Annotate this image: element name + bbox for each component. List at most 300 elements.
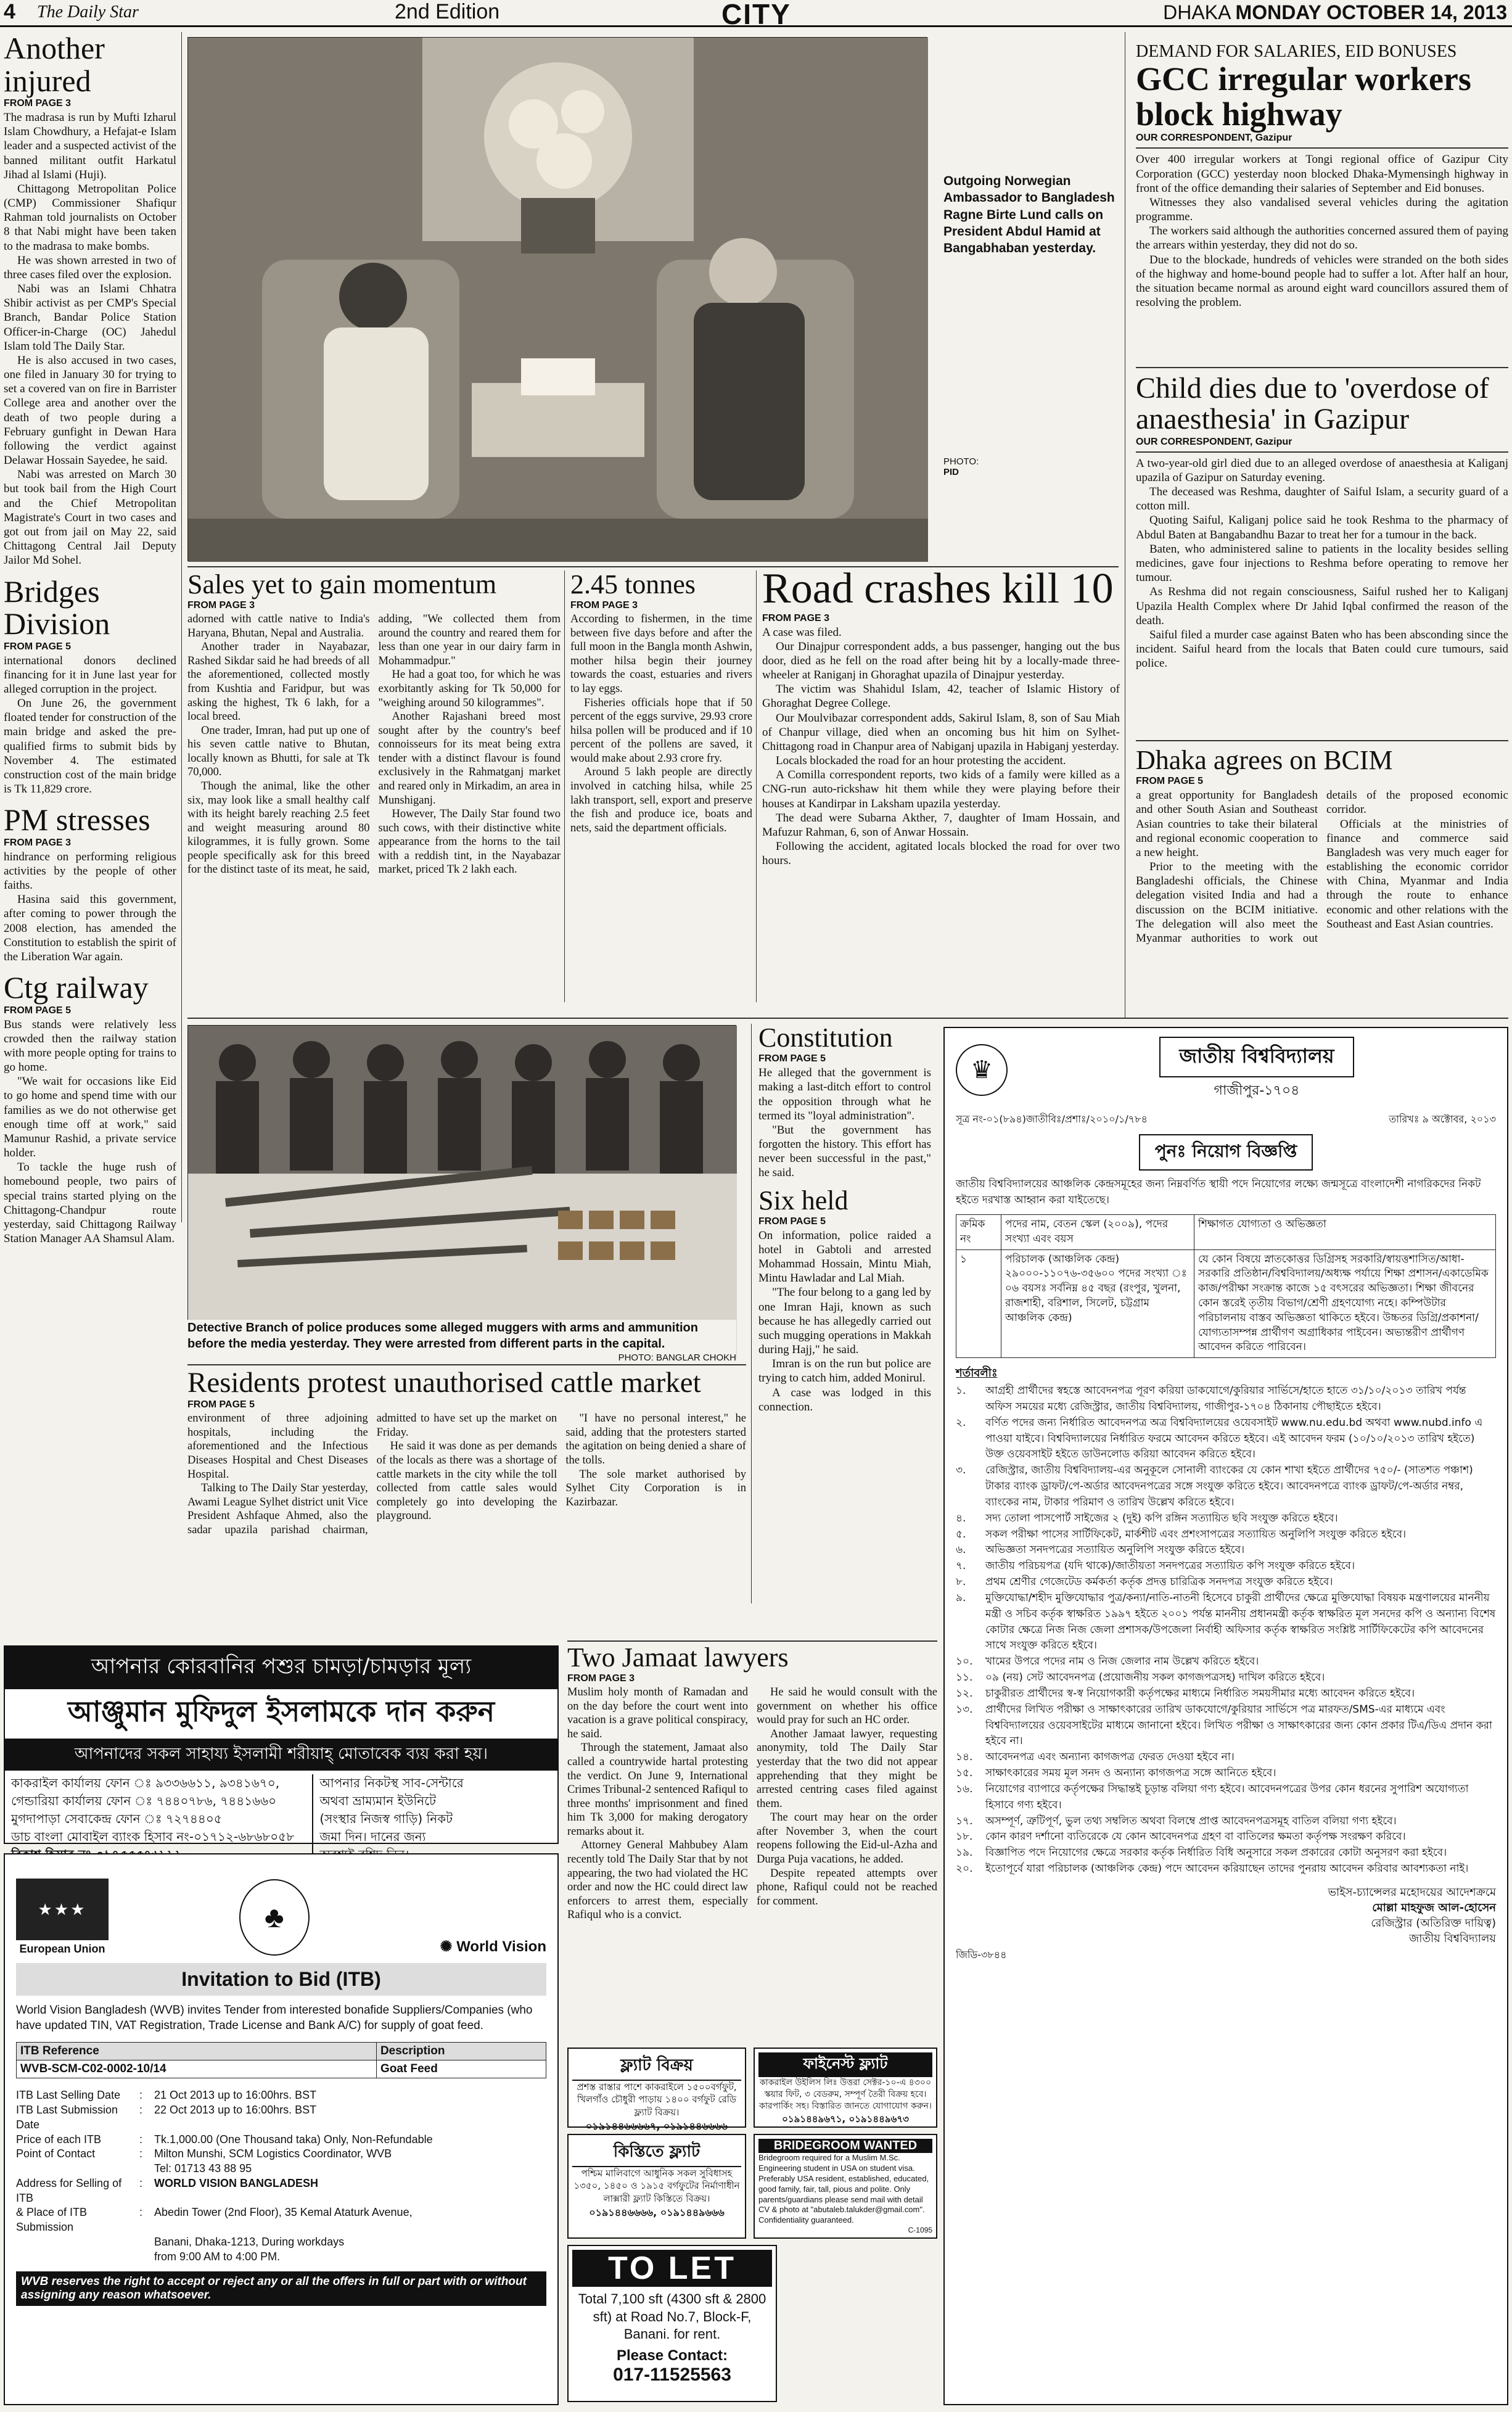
itb-detail-row: [16, 2103, 546, 2133]
paragraph: Quoting Saiful, Kaliganj police said he took Reshma to the pharmacy of Abdul Baten at Bangabandhu Bazar to treat her for a tumour in the back.: [1136, 514, 1508, 541]
paragraph: Locals blockaded the road for an hour protesting the accident.: [776, 754, 1066, 768]
byline-rule: [1136, 147, 1508, 149]
paragraph: Another trader in Nayabazar, Rashed Sikdar said he had breeds of all the aforementioned, collected mostly from Kushtia and Faridpur, but was asking the highest, Tk 6 lakh, for a local breed.: [187, 641, 370, 723]
page-number: 4: [4, 0, 15, 23]
table-header-row: [956, 1215, 1496, 1250]
article-body: [4, 850, 176, 964]
ad-code: C-1095: [908, 2226, 932, 2235]
paragraph: hindrance on performing religious activities by the people of other faiths.: [4, 850, 176, 892]
detail-separator: :: [139, 2104, 143, 2117]
headline: Two Jamaat lawyers: [567, 1642, 789, 1673]
kicker: FROM PAGE 3: [762, 612, 830, 624]
headline: Sales yet to gain momentum: [187, 569, 497, 599]
kicker: FROM PAGE 5: [758, 1216, 826, 1227]
column-rule: [564, 570, 565, 1002]
article-six-held: [758, 1187, 931, 1414]
paragraph: "But the government has forgotten the history. This effort has never been successful in the past," he said.: [758, 1123, 931, 1180]
condition-text: সকল পরীক্ষা পাসের সার্টিফিকেট, মার্কশীট এবং প্রশংসাপত্রের সত্যায়িত অনুলিপি সংযুক্ত করিতে হইবে।: [985, 1528, 1407, 1541]
condition-text: নিয়োগের ব্যাপারে কর্তৃপক্ষের সিদ্ধান্তই চূড়ান্ত বলিয়া গণ্য হইবে। আবেদনপত্রের উপর কোন ধরনের সুপারিশ অযোগ্যতা হিসাবে গণ্য হইবে।: [985, 1782, 1469, 1811]
condition-number: ১.: [956, 1385, 966, 1397]
detail-key: ITB Last Selling Date: [16, 2089, 121, 2102]
nu-title-block: [1017, 1037, 1496, 1103]
article-body: [567, 1686, 937, 1922]
paragraph: Another Rajashani breed most sought after by the country's beef connoisseurs for its meat being extra tender with a distinct flavour is found exclusively in the Rahmatganj market and reared only in Mirkadim, an area in Munshiganj.: [378, 710, 561, 807]
condition-item: [956, 1686, 1496, 1702]
flat-kisti-ad: [567, 2134, 746, 2239]
article-child-dies: [1136, 373, 1508, 737]
condition-text: আগ্রহী প্রার্থীদের স্বহস্তে আবেদনপত্র পূরণ করিয়া ডাকযোগে/কুরিয়ার সার্ভিসে/হাতে হাতে ৩১/১০/২০১৩ তারিখ পর্যন্ত অফিস সময়ের মধ্যে রেজিস্ট্রার, জাতীয় বিশ্ববিদ্যালয়, গাজীপুর-১৭০৪ ঠিকানায় পৌছাইতে হইবে।: [985, 1385, 1466, 1413]
byline-rule: [1136, 451, 1508, 453]
detail-separator: [139, 2250, 154, 2265]
paragraph: Fisheries officials hope that if 50 percent of the eggs survive, 29.93 crore hilsa pollen will be produced and if 10 percent of the pollens are saved, it would make about 2.93 crore fry.: [570, 696, 752, 765]
paragraph: Nabi was an Islami Chhatra Shibir activist as per CMP's Special Branch, Bandar Police Station Officer-in-Charge (OC) Jahedul Islam told The Daily Star.: [4, 282, 176, 353]
detail-key: Price of each ITB: [16, 2133, 102, 2146]
detail-value: 21 Oct 2013 up to 16:00hrs. BST: [154, 2089, 317, 2102]
headline: Road crashes kill 10: [762, 565, 1114, 612]
headline: 2.45 tonnes: [570, 569, 696, 599]
ad-phone: ০১৯১৪৪৬৬৬৬৭, ০১৯১৪৪৬৬৬৬: [586, 2120, 728, 2132]
paragraph: Chittagong Metropolitan Police (CMP) Commissioner Shafiqur Rahman told journalists on October 8 that Nabi might have been taken to the madrasa to make bombs.: [4, 182, 176, 253]
article-bcim: [1136, 746, 1508, 1018]
condition-text: প্রার্থীদের লিখিত পরীক্ষা ও সাক্ষাৎকারের তারিখ ডাকযোগে/কুরিয়ার সার্ভিসে পত্র মারফত/SMS-এর মাধ্যমে এবং বিশ্ববিদ্যালয়ের ওয়েবসাইটের মাধ্যমে জানানো হইবে। লিখিত পরীক্ষা ও সাক্ষাৎকারের জন্য কোন প্রকার টিএ/ডিএ প্রদান করা হইবে না।: [985, 1703, 1492, 1748]
paragraph: He said it was done as per demands of the locals as there was a shortage of cattle markets in the city while the toll collected from cattle sales would completely go into developing the playground.: [376, 1440, 557, 1523]
itb-detail-row: [16, 2205, 546, 2235]
condition-item: [956, 1415, 1496, 1463]
itb-detail-row: [16, 2162, 546, 2176]
photo-credit: [943, 456, 1067, 487]
ad-phone: ০১৯১৪৪৯৬৭১, ০১৯১৪৪৯৬৭৩: [782, 2113, 909, 2125]
itb-intro: World Vision Bangladesh (WVB) invites Tender from interested bonafide Suppliers/Companies (who have updated TIN, VAT Registration, Trade License and Bank A/C) for supply of goat feed.: [16, 2004, 533, 2032]
paragraph: Despite repeated attempts over phone, Rafiqul could not be reached for comment.: [757, 1867, 937, 1908]
nu-code: জিডি-৩৮৪৪: [956, 1948, 1007, 1961]
kicker: FROM PAGE 5: [1136, 776, 1204, 787]
topic-kicker: DEMAND FOR SALARIES, EID BONUSES: [1136, 42, 1457, 61]
photo-credit: PHOTO: BANGLAR CHOKH: [618, 1352, 736, 1363]
masthead: [0, 0, 1512, 30]
condition-number: ১৫.: [956, 1767, 973, 1780]
kicker: FROM PAGE 5: [4, 1005, 72, 1016]
kicker: FROM PAGE 3: [187, 600, 255, 611]
condition-item: [956, 1542, 1496, 1558]
paragraph: Through the statement, Jamaat also called a countrywide hartal protesting the verdict. On June 9, International Crimes Tribunal-2 sentenced Rafiqul to three months' imprisonment and fined him Tk 3,000 for making derogatory remarks about it.: [567, 1742, 748, 1838]
condition-text: রেজিস্ট্রার, জাতীয় বিশ্ববিদ্যালয়-এর অনুকূলে সোনালী ব্যাংকের যে কোন শাখা হইতে প্রার্থীদের ৭৫০/- (সাতশত পঞ্চাশ) টাকার ব্যাংক ড্রাফট/পে-অর্ডার আবেদনপত্রের সঙ্গে সংযুক্ত করিতে হইবে। আবেদনপত্রে ব্যাংক ড্রাফট/পে-অর্ডার নম্বর, ব্যাংকের নাম, টাকার পরিমাণ ও তারিখ উল্লেখ করিতে হইবে।: [985, 1464, 1473, 1509]
headline: Another injured: [4, 31, 105, 98]
world-vision-logo: [440, 1938, 546, 1956]
kicker: FROM PAGE 3: [567, 1673, 635, 1684]
headline: GCC irregular workers block highway: [1136, 60, 1471, 133]
detail-separator: :: [139, 2206, 143, 2219]
table-cell: যে কোন বিষয়ে স্নাতকোত্তর ডিগ্রিসহ সরকারি/স্বায়ত্তশাসিত/আধা-সরকারি প্রতিষ্ঠান/বিশ্ববিদ্যালয়/অধ্যক্ষ পর্যায়ে শিক্ষা প্রশাসন/একাডেমিক কাজ/পরীক্ষা সংক্রান্ত কাজে ১৫ বৎসরের অভিজ্ঞতা। শিক্ষা জীবনের কোন স্তরেই তৃতীয় বিভাগ/শ্রেণী গ্রহণযোগ্য নহে। কম্পিউটার পরিচালনায় বাস্তব অভিজ্ঞতা থাকিতে হইবে। উচ্চতর ডিগ্রি/প্রকাশনা/যোগ্যতাসম্পন্ন প্রার্থীগণ অগ্রাধিকার পাইবেন। অভ্যন্তরীণ প্রার্থীগণ আবেদন করিতে পারিবেন।: [1194, 1249, 1496, 1358]
contact-line: জমা দিন। দানের জন্য: [319, 1829, 426, 1844]
column-rule: [181, 32, 182, 1222]
condition-number: ১০.: [956, 1655, 973, 1668]
condition-number: ১৪.: [956, 1751, 973, 1764]
constitution-column: [758, 1024, 931, 1603]
caption-text: Detective Branch of police produces some alleged muggers with arms and ammunition before the media yesterday. They were arrested from different parts in the capital.: [187, 1321, 698, 1351]
section-rule: [567, 1640, 937, 1642]
kicker: FROM PAGE 5: [758, 1053, 826, 1064]
detail-value: Tk.1,000.00 (One Thousand taka) Only, Non-Refundable: [154, 2133, 433, 2146]
condition-text: জাতীয় পরিচয়পত্র (যদি থাকে)/জাতীয়তা সনদপত্রের সত্যায়িত কপি সংযুক্ত করিতে হইবে।: [985, 1560, 1355, 1573]
table-header-cell: ITB Reference: [17, 2043, 377, 2060]
paragraph: A case was lodged in this connection.: [758, 1386, 931, 1414]
date-prefix: DHAKA: [1163, 1, 1230, 23]
article-tonnes: [570, 570, 752, 1008]
condition-item: [956, 1861, 1496, 1877]
itb-detail-row: [16, 2235, 546, 2250]
condition-text: অভিজ্ঞতা সনদপত্রের সত্যায়িত অনুলিপি সংযুক্ত করিতে হইবে।: [985, 1544, 1245, 1557]
detail-value: WORLD VISION BANGLADESH: [154, 2176, 319, 2189]
detail-value: Abedin Tower (2nd Floor), 35 Kemal Ataturk Avenue,: [154, 2206, 413, 2219]
column-rule: [756, 570, 757, 1002]
paragraph: Though the animal, like the other six, may look like a small healthy calf with its height barely reaching 2.5 feet and weight measuring around 80 kilogrammes, it is fully grown. Some people specifically ask for this breed for the distinct taste of its meat, he said, adding, "We collected them from around the country and reared them for less than one year in our dairy farm in Mohammadpur.": [187, 613, 561, 876]
article-jamaat: [567, 1644, 937, 2088]
condition-text: কোন কারণ দর্শানো ব্যতিরেকে যে কোন আবেদনপত্র গ্রহণ বা বাতিলের ক্ষমতা কর্তৃপক্ষ সংরক্ষণ করিবে।: [985, 1830, 1406, 1843]
itb-detail-row: [16, 2250, 546, 2265]
paragraph: Attorney General Mahbubey Alam recently told The Daily Star that by not appearing, the two had violated the HC order and now the HC could direct law enforcers to arrest them, especially Rafiqul who is a convict.: [567, 1839, 748, 1922]
paragraph: To tackle the huge rush of homebound people, two pairs of special trains started plying on the Chittagong-Chandpur route yesterday, said Chittagong Railway Station Manager AA Shamsul Alam.: [4, 1161, 176, 1246]
condition-text: বর্ণিত পদের জন্য নির্ধারিত আবেদনপত্র অত্র বিশ্ববিদ্যালয়ের ওয়েবসাইট www.nu.edu.bd অথবা www.nubd.info এ পাওয়া যাইবে। বিশ্ববিদ্যালয়ের নির্ধারিত ফরমে আবেদন করিতে হইবে। এই আবেদন ফরম (১০/১০/২০১৩ তারিখ হইতে) উক্ত ওয়েবসাইট হইতে ডাউনলোড করিয়া আবেদন করিতে হইবে।: [985, 1416, 1483, 1461]
bridegroom-ad: [754, 2134, 937, 2239]
table-header-cell: শিক্ষাগত যোগ্যতা ও অভিজ্ঞতা: [1194, 1215, 1496, 1250]
headline: Child dies due to 'overdose of anaesthesia' in Gazipur: [1136, 372, 1489, 436]
itb-detail-row: [16, 2133, 546, 2147]
ad-line2: আঞ্জুমান মুফিদুল ইসলামকে দান করুন: [67, 1695, 495, 1728]
article-constitution: [758, 1024, 931, 1180]
signoff-line: জাতীয় বিশ্ববিদ্যালয়: [1409, 1932, 1496, 1946]
detail-value: Banani, Dhaka-1213, During workdays: [154, 2235, 345, 2248]
ad-title: ফ্ল্যাট বিক্রয়: [572, 2052, 741, 2081]
ad-phone: ০১৯১৪৪৬৬৬৬, ০১৯১৪৪৯৬৬৬: [589, 2206, 725, 2218]
detail-value: from 9:00 AM to 4:00 PM.: [154, 2250, 281, 2263]
detail-separator: :: [139, 2147, 143, 2160]
paragraph: As Reshma did not regain consciousness, Saiful rushed her to Kaliganj Upazila Health Complex where Dr Jahid Iqbal confirmed the reason of the death.: [1136, 585, 1508, 627]
condition-text: ইতোপূর্বে যারা পরিচালক (আঞ্চলিক কেন্দ্র) পদে আবেদন করিয়াছেন তাদের পুনরায় আবেদন করিবার আবশ্যকতা নাই।: [985, 1863, 1469, 1875]
detail-key: & Place of ITB Submission: [16, 2206, 88, 2234]
to-let-ad: [567, 2245, 777, 2402]
condition-text: খামের উপরে পদের নাম ও নিজ জেলার নাম উল্লেখ করিতে হইবে।: [985, 1655, 1259, 1668]
date-line: [1163, 1, 1507, 24]
condition-text: সদ্য তোলা পাসপোর্ট সাইজের ২ (দুই) কপি রঙ্গিন সত্যায়িত ছবি সংযুক্ত করিতে হইবে।: [985, 1512, 1338, 1525]
left-column: [4, 31, 176, 1246]
paragraph: A two-year-old girl died due to an alleged overdose of anaesthesia at Kaliganj upazila of Gazipur on Saturday evening.: [1136, 456, 1508, 484]
paragraph: a great opportunity for Bangladesh and other South Asian and Southeast Asian countries to take their bilateral and regional economic cooperation to a new height.: [1136, 789, 1318, 859]
condition-number: ১৯.: [956, 1846, 973, 1859]
section-rule: [1136, 367, 1508, 368]
condition-number: ১৮.: [956, 1830, 973, 1843]
table-cell: পরিচালক (আঞ্চলিক কেন্দ্র) ২৯০০০-১১০৭৬-৩৫৬০০ পদের সংখ্যা ঃ ০৬ বয়সঃ সর্বনিম্ন ৪৫ বছর (রংপুর, খুলনা, রাজশাহী, বরিশাল, সিলেট, চট্টগ্রাম আঞ্চলিক কেন্দ্র): [1001, 1249, 1194, 1358]
section-rule: [1136, 740, 1508, 741]
detail-separator: :: [139, 2176, 143, 2189]
paragraph: He was shown arrested in two of three cases filed over the explosion.: [4, 253, 176, 281]
ad-title: ফাইনেস্ট ফ্ল্যাট: [758, 2052, 932, 2077]
paragraph: A case was filed.: [762, 625, 842, 639]
ad-phone: 017-11525563: [613, 2364, 731, 2385]
paragraph: However, The Daily Star found two such cows, with their distinctive white appearance from the horns to the tail with a reddish tint, in the Nayabazar market, priced Tk 2 lakh each.: [378, 808, 561, 876]
credit-label: PHOTO:: [943, 456, 979, 467]
itb-details: [16, 2088, 546, 2264]
table-row: [956, 1249, 1496, 1358]
logo: The Daily Star: [37, 2, 139, 22]
paragraph: Baten, who administered saline to patients in the locality besides selling medicines, gave four injections to Reshma before operating to remove her tumour.: [1136, 542, 1508, 585]
paragraph: Nabi was arrested on March 30 but took bail from the High Court and the Chief Metropolitan Magistrate's Court in two cases and got out from jail on May 22, said Chittagong Central Jail Deputy Jailor Md Sohel.: [4, 468, 176, 567]
paragraph: A Comilla correspondent reports, two kids of a family were killed as a CNG-run auto-rickshaw hit them while they were playing before their houses at Kandirpar in Laksham upazila yesterday.: [762, 768, 1120, 810]
condition-item: [956, 1574, 1496, 1591]
paragraph: The deceased was Reshma, daughter of Saiful Islam, a security guard of a cotton mill.: [1136, 485, 1508, 513]
ad-contact-label: Please Contact:: [616, 2347, 728, 2364]
article-body: [762, 625, 1120, 868]
condition-number: ২০.: [956, 1863, 973, 1875]
condition-item: [956, 1750, 1496, 1766]
contact-line: আপনার নিকটস্থ সাব-সেন্টারে: [319, 1776, 464, 1790]
paragraph: He said he would consult with the government on whether his office would pray for such an HC order.: [757, 1686, 937, 1727]
paragraph: Hasina said this government, after coming to power through the 2008 election, has amended the Constitution to establish the spirit of the Liberation War again.: [4, 893, 176, 963]
table-cell: WVB-SCM-C02-0002-10/14: [17, 2060, 377, 2078]
ad-line3: আপনাদের সকল সাহায্য ইসলামী শরীয়াহ্ মোতাবেক ব্যয় করা হয়।: [5, 1739, 557, 1771]
condition-number: ১৩.: [956, 1703, 973, 1716]
detail-value: Milton Munshi, SCM Logistics Coordinator, WVB: [154, 2147, 392, 2160]
eu-stars-icon: ★★★: [16, 1879, 109, 1940]
condition-number: ২.: [956, 1416, 966, 1429]
paragraph: Imran is on the run but police are trying to catch him, added Monirul.: [758, 1357, 931, 1385]
article-body: [1136, 456, 1508, 671]
ad-line1: আপনার কোরবানির পশুর চামড়া/চামড়ার মূল্য: [5, 1647, 557, 1689]
conditions-label: শর্তাবলীঃ: [956, 1367, 998, 1380]
itb-table: [16, 2042, 546, 2078]
paragraph: adorned with cattle native to India's Haryana, Bhutan, Nepal and Australia.: [187, 613, 370, 640]
paragraph: The victim was Shahidul Islam, 42, teacher of Islamic History of Ghoraghat Degree College.: [762, 683, 1120, 710]
notice-title: পুনঃ নিয়োগ বিজ্ঞপ্তি: [1139, 1134, 1313, 1171]
byline: OUR CORRESPONDENT, Gazipur: [1136, 133, 1292, 144]
paragraph: Saiful filed a murder case against Baten who has been absconding since the incident. Saiful heard from the locals that Baten could cure tumours, said police.: [1136, 628, 1508, 670]
table-header-row: [17, 2043, 546, 2060]
paragraph: The workers said although the authorities concerned assured them of paying the arrears within yesterday, they did not do so.: [1136, 224, 1508, 252]
paragraph: The sole market authorised by Sylhet City Corporation is in Kazirbazar.: [565, 1468, 746, 1509]
itb-title: Invitation to Bid (ITB): [16, 1963, 546, 1996]
byline: OUR CORRESPONDENT, Gazipur: [1136, 436, 1292, 447]
paragraph: Bus stands were relatively less crowded then the railway station with more people opting for trains to go home.: [4, 1018, 176, 1074]
detail-key: [16, 2162, 139, 2176]
paragraph: On information, police raided a hotel in Gabtoli and arrested Mohammad Hossain, Mintu Miah, Mintu Hawladar and Lal Miah.: [758, 1229, 931, 1285]
contact-line: গেন্ডারিয়া কার্যালয় ফোন ঃ ৭৪৪০৭৮৬, ৭৪৪১৬৬০: [11, 1793, 277, 1808]
article-bridges-division: [4, 575, 176, 797]
notice-title-wrap: [956, 1134, 1496, 1171]
itb-footer: WVB reserves the right to accept or reject any or all the offers in full or part with or without assigning any reason whatsoever.: [16, 2271, 546, 2306]
ambassador-photo: [187, 37, 927, 561]
ad-body: Bridegroom required for a Muslim M.Sc. Engineering student in USA on student visa. Preferably USA resident, established, educated, good family, fair, tall, pious and polite. Only parents/guardians please send mail with detail CV & photo at "abutaleb.talukder@gmail.com". Confidentiality guaranteed.: [758, 2153, 929, 2225]
condition-text: মুক্তিযোদ্ধা/শহীদ মুক্তিযোদ্ধার পুত্র/কন্যা/নাতি-নাতনী হিসেবে চাকুরী প্রার্থীদের ক্ষেত্রে মুক্তিযোদ্ধা বিষয়ক মন্ত্রণালয়ের মাননীয় মন্ত্রী ও সচিব কর্তৃক স্বাক্ষরিত ১৯৯৭ হইতে ২০০১ পর্যন্ত মাননীয় প্রধানমন্ত্রী কর্তৃক স্বাক্ষরিত মূল সনদের কপি ও অন্যান্য বিশেষ কোটার ক্ষেত্রে নিজ নিজ জেলা প্রশাসক/উপজেলা নির্বাহী অফিসার কর্তৃক স্বাক্ষরিত সংশ্লিষ্ট সার্টিফিকেটের কপি আবেদনের সাথে সংযুক্ত করিতে হইবে।: [985, 1591, 1496, 1652]
article-body: [187, 612, 561, 877]
credit-source: PID: [943, 467, 959, 477]
paragraph: Our Moulvibazar correspondent adds, Sakirul Islam, 8, son of Sau Miah of Chanpur village, died when an oncoming bus hit him on Sylhet-Chittagong road in Chanpur area of Nabiganj upazila in Habiganj yesterday.: [762, 711, 1120, 753]
headline: Bridges Division: [4, 574, 110, 641]
paragraph: Witnesses they also vandalised several vehicles during the agitation programme.: [1136, 196, 1508, 224]
photo-illustration: [188, 1026, 737, 1359]
nu-memo-row: [956, 1111, 1496, 1128]
table-header-cell: ক্রমিক নং: [956, 1215, 1001, 1250]
ad-title: কিস্তিতে ফ্ল্যাট: [572, 2139, 741, 2167]
condition-number: ১৭.: [956, 1814, 973, 1827]
condition-number: ৬.: [956, 1544, 966, 1557]
paragraph: Talking to The Daily Star yesterday, Awami League Sylhet district unit Vice President Ashfaque Ahmed, also the sadar upazila parishad chairman, admitted to have set up the market on Friday.: [187, 1412, 557, 1536]
kicker: FROM PAGE 3: [570, 600, 638, 611]
paragraph: He had a goat too, for which he was exorbitantly asking for Tk 50,000 for "weighing around 50 kilogrammes".: [378, 669, 561, 709]
condition-item: [956, 1702, 1496, 1750]
anjuman-ad: [4, 1645, 559, 1844]
condition-item: [956, 1845, 1496, 1861]
conditions-list: [956, 1383, 1496, 1877]
condition-text: অসম্পূর্ণ, ত্রুটিপূর্ণ, ভুল তথ্য সম্বলিত অথবা বিলম্বে প্রাপ্ত আবেদনপত্রসমূহ বাতিল বলিয়া গণ্য হইবে।: [985, 1814, 1397, 1827]
condition-item: [956, 1782, 1496, 1814]
headline: PM stresses: [4, 802, 150, 838]
ad-body: কাকরাইল উইলিস লিঃ উত্তরা সেক্টর-১০-এ ৪৩০০ স্কয়ার ফিট, ৩ বেডরুম, সম্পূর্ণ তৈরী বিক্রয় হবে। কারপার্কিং সহ। বিস্তারিত জানতে যোগাযোগ করুন।: [759, 2078, 932, 2111]
contact-line: ডাচ বাংলা মোবাইল ব্যাংক হিসাব নং-০১৭১২-৬৮৬৮০৫৮: [11, 1829, 295, 1844]
article-another-injured: [4, 32, 176, 568]
tree-logo-icon: ♣: [239, 1879, 310, 1956]
paragraph: He is also accused in two cases, one filed in January 30 for trying to set a covered van on fire in Barrister College area and another over the death of two people during a February gunfight in Dewan Hara following the verdict against Delawar Hossain Sayedee, he said.: [4, 353, 176, 467]
detail-separator: :: [139, 2089, 143, 2102]
nu-post-table: [956, 1214, 1496, 1358]
section-rule: [187, 1364, 746, 1365]
headline: Residents protest unauthorised cattle market: [187, 1367, 701, 1399]
headline: Dhaka agrees on BCIM: [1136, 745, 1393, 775]
condition-item: [956, 1511, 1496, 1527]
condition-text: আবেদনপত্র এবং অন্যান্য কাগজপত্র ফেরত দেওয়া হইবে না।: [985, 1751, 1235, 1764]
table-cell: Goat Feed: [376, 2060, 546, 2078]
muggers-photo: [187, 1025, 736, 1358]
headline: Ctg railway: [4, 970, 149, 1005]
section-rule: [187, 1018, 1508, 1019]
signoff-line: ভাইস-চ্যান্সেলর মহোদয়ের আদেশক্রমে: [1328, 1885, 1496, 1899]
world-vision-star-icon: ✺: [440, 1938, 457, 1955]
muggers-caption: [187, 1320, 736, 1363]
section-title: CITY: [721, 0, 791, 30]
contact-line: (সংস্থার নিজস্ব গাড়ি) নিকট: [319, 1811, 453, 1826]
detail-key: Point of Contact: [16, 2147, 96, 2160]
condition-item: [956, 1829, 1496, 1845]
condition-item: [956, 1766, 1496, 1782]
condition-text: প্রথম শ্রেণীর গেজেটেড কর্মকর্তা কর্তৃক প্রদত্ত চারিত্রিক সনদপত্র সংযুক্ত করিতে হইবে।: [985, 1576, 1333, 1589]
article-body: [187, 1412, 746, 1537]
table-header-cell: পদের নাম, বেতন স্কেল (২০০৯), পদের সংখ্যা এবং বয়স: [1001, 1215, 1194, 1250]
condition-number: ৭.: [956, 1560, 966, 1573]
eu-logo: [16, 1879, 109, 1956]
headline: Six held: [758, 1185, 848, 1216]
detail-key: ITB Last Submission Date: [16, 2104, 118, 2131]
condition-number: ১৬.: [956, 1782, 973, 1795]
condition-text: বিজ্ঞাপিত পদে নিয়োগের ক্ষেত্রে সরকার কর্তৃক নির্ধারিত বিধি অনুসারে সকল প্রকারের কোটা অনুসরণ করা হইবে।: [985, 1846, 1447, 1859]
itb-logos: [16, 1863, 546, 1956]
nu-location: গাজীপুর-১৭০৪: [1214, 1083, 1300, 1098]
signoff-line: রেজিস্ট্রার (অতিরিক্ত দায়িত্ব): [1371, 1917, 1496, 1930]
article-gcc: [1136, 42, 1508, 363]
paragraph: Due to the blockade, hundreds of vehicles were stranded on the both sides of the highway and home-bound people had to suffer a lot. After half an hour, the situation became normal as around eight ward councillors assured them of resolving the problem.: [1136, 253, 1508, 310]
nu-intro: জাতীয় বিশ্ববিদ্যালয়ের আঞ্চলিক কেন্দ্রসমূহের জন্য নিম্নবর্ণিত স্থায়ী পদে নিয়োগের লক্ষ্যে জন্মসূত্রে বাংলাদেশী নাগরিকদের নিকট হইতে দরখাস্ত আহ্বান করা যাইতেছে।: [956, 1178, 1481, 1206]
table-cell: ১: [956, 1249, 1001, 1358]
paragraph: international donors declined financing for it in June last year for alleged corruption in the project.: [4, 654, 176, 696]
kicker: FROM PAGE 3: [4, 837, 72, 848]
paragraph: Our Dinajpur correspondent adds, a bus passenger, hanging out the bus door, died as he fell on the road after being hit by a locally-made three-wheeler at Raniganj in Ghoraghat upazila of Dinajpur yesterday.: [762, 640, 1120, 682]
condition-item: [956, 1654, 1496, 1670]
wv-label: World Vision: [456, 1938, 546, 1955]
ad-body: Total 7,100 sft (4300 sft & 2800 sft) at Road No.7, Block-F, Banani. for rent.: [578, 2291, 766, 2342]
table-row: [17, 2060, 546, 2078]
paragraph: According to fishermen, in the time between five days before and after the full moon in the Bangla month Ashwin, mother hilsa begin their journey towards the coast, estuaries and rivers to lay eggs.: [570, 613, 752, 695]
eu-label: European Union: [19, 1943, 105, 1955]
condition-item: [956, 1814, 1496, 1830]
detail-separator: [139, 2235, 154, 2250]
date-main: MONDAY OCTOBER 14, 2013: [1235, 1, 1507, 23]
article-sales: [187, 570, 561, 1008]
table-header-cell: Description: [376, 2043, 546, 2060]
nu-title: জাতীয় বিশ্ববিদ্যালয়: [1159, 1037, 1354, 1077]
condition-item: [956, 1670, 1496, 1686]
ad-body: প্রশস্ত রাস্তার পাশে কাকরাইলে ১৫০০বর্গফুট, খিলগাঁও চৌধুরী পাড়ায় ১৪০০ বর্গফুট রেডি ফ্ল্যাট বিক্রয়।: [577, 2081, 737, 2118]
detail-key: [16, 2235, 139, 2250]
condition-item: [956, 1591, 1496, 1654]
nu-signoff: [956, 1885, 1496, 1947]
paragraph: He alleged that the government is making a last-ditch effort to control the opposition through what he termed its "loyal administration".: [758, 1066, 931, 1122]
contact-line: মুগদাপাড়া সেবাকেন্দ্র ফোন ঃ ৭২৭৪৪০৫: [11, 1811, 222, 1826]
condition-item: [956, 1463, 1496, 1510]
article-ctg-railway: [4, 971, 176, 1246]
paragraph: Prior to the meeting with the Bangladeshi officials, the Chinese delegation visited India and had a discussion on the BCIM initiative. The delegation will also meet the Myanmar authorities to work out details of the proposed economic corridor.: [1136, 789, 1508, 945]
ad-title: BRIDEGROOM WANTED: [758, 2139, 932, 2153]
memo-date: তারিখঃ ৯ অক্টোবর, ২০১৩: [1389, 1113, 1496, 1125]
nu-recruitment-ad: [943, 1027, 1508, 2405]
condition-item: [956, 1383, 1496, 1415]
condition-text: সাক্ষাৎকারের সময় মূল সনদ ও অন্যান্য কাগজপত্র সঙ্গে আনিতে হইবে।: [985, 1767, 1276, 1780]
paragraph: Around 5 lakh people are directly involved in catching hilsa, while 25 lakh transport, sell, export and preserve the fish and produce ice, boats and nets, said the department officials.: [570, 766, 752, 834]
edition-label: 2nd Edition: [395, 0, 500, 23]
article-body: [4, 1018, 176, 1246]
kicker: FROM PAGE 3: [4, 98, 72, 109]
article-body: [4, 654, 176, 797]
condition-number: ১১.: [956, 1671, 973, 1684]
headline: Constitution: [758, 1023, 893, 1053]
ad-body: পশ্চিম মালিবাগে আধুনিক সকল সুবিধাসহ ১৩৫০, ১৪৫০ ও ১৯১৫ বর্গফুটের নির্মাণাধীন লাক্সারী ফ্ল্যাট কিস্তিতে বিক্রয়।: [573, 2168, 740, 2204]
detail-separator: [139, 2162, 154, 2176]
condition-number: ৪.: [956, 1512, 966, 1525]
article-body: [1136, 152, 1508, 310]
contact-line: অথবা ভ্রাম্যমান ইউনিটে: [319, 1793, 437, 1808]
paragraph: The court may hear on the order after November 3, when the court reopens following the Eid-ul-Azha and Durga Puja vacations, he added.: [757, 1811, 937, 1866]
condition-text: ০৯ (নয়) সেট আবেদনপত্র (প্রয়োজনীয় সকল কাগজপত্রসহ) দাখিল করিতে হইবে।: [985, 1671, 1325, 1684]
condition-number: ৯.: [956, 1591, 966, 1604]
article-road-crashes: [762, 566, 1120, 1010]
condition-number: ১২.: [956, 1687, 973, 1700]
detail-value: 22 Oct 2013 up to 16:00hrs. BST: [154, 2104, 317, 2117]
article-body: [758, 1066, 931, 1180]
paragraph: On June 26, the government floated tender for construction of the main bridge and asked the pre-qualified firms to submit bids by November 4. The estimated construction cost of the main bridge is Tk 11,829 crore.: [4, 697, 176, 796]
detail-separator: :: [139, 2133, 143, 2146]
column-rule: [751, 1024, 752, 1603]
paragraph: environment of three adjoining hospitals, including the aforementioned and the Infectious Diseases Hospital and Chest Diseases Hospital.: [187, 1412, 368, 1481]
nu-header: [956, 1037, 1496, 1103]
paragraph: Officials at the ministries of finance and commerce said Bangladesh was very much eager for establishing the economic corridor with China, Myanmar and India through the route to enhance economic and other relations with the Southeast and East Asian countries.: [1326, 817, 1508, 931]
paragraph: "I have no personal interest," he said, adding that the protesters started the agitation on being denied a share of the tolls.: [565, 1412, 746, 1467]
paragraph: Over 400 irregular workers at Tongi regional office of Gazipur City Corporation (GCC) yesterday noon blocked Dhaka-Mymensingh highway in front of the office demanding their salaries of September and Eid bonuses.: [1136, 153, 1508, 195]
article-pm-stresses: [4, 804, 176, 964]
paragraph: "The four belong to a gang led by one Imran Haji, known as such because he has allegedly carried out such mugging operations in Makkah during Hajj," he said.: [758, 1286, 931, 1357]
paragraph: Another Jamaat lawyer, requesting anonymity, told The Daily Star yesterday that the two did not appear apprehending that they might be arrested centring cases filed against them.: [757, 1727, 937, 1810]
article-body: [758, 1229, 931, 1414]
paragraph: Following the accident, agitated locals blocked the road for over two hours.: [762, 840, 1120, 868]
condition-item: [956, 1558, 1496, 1574]
detail-key: [16, 2250, 139, 2265]
university-seal-icon: ♛: [956, 1044, 1008, 1096]
itb-detail-row: [16, 2176, 546, 2206]
